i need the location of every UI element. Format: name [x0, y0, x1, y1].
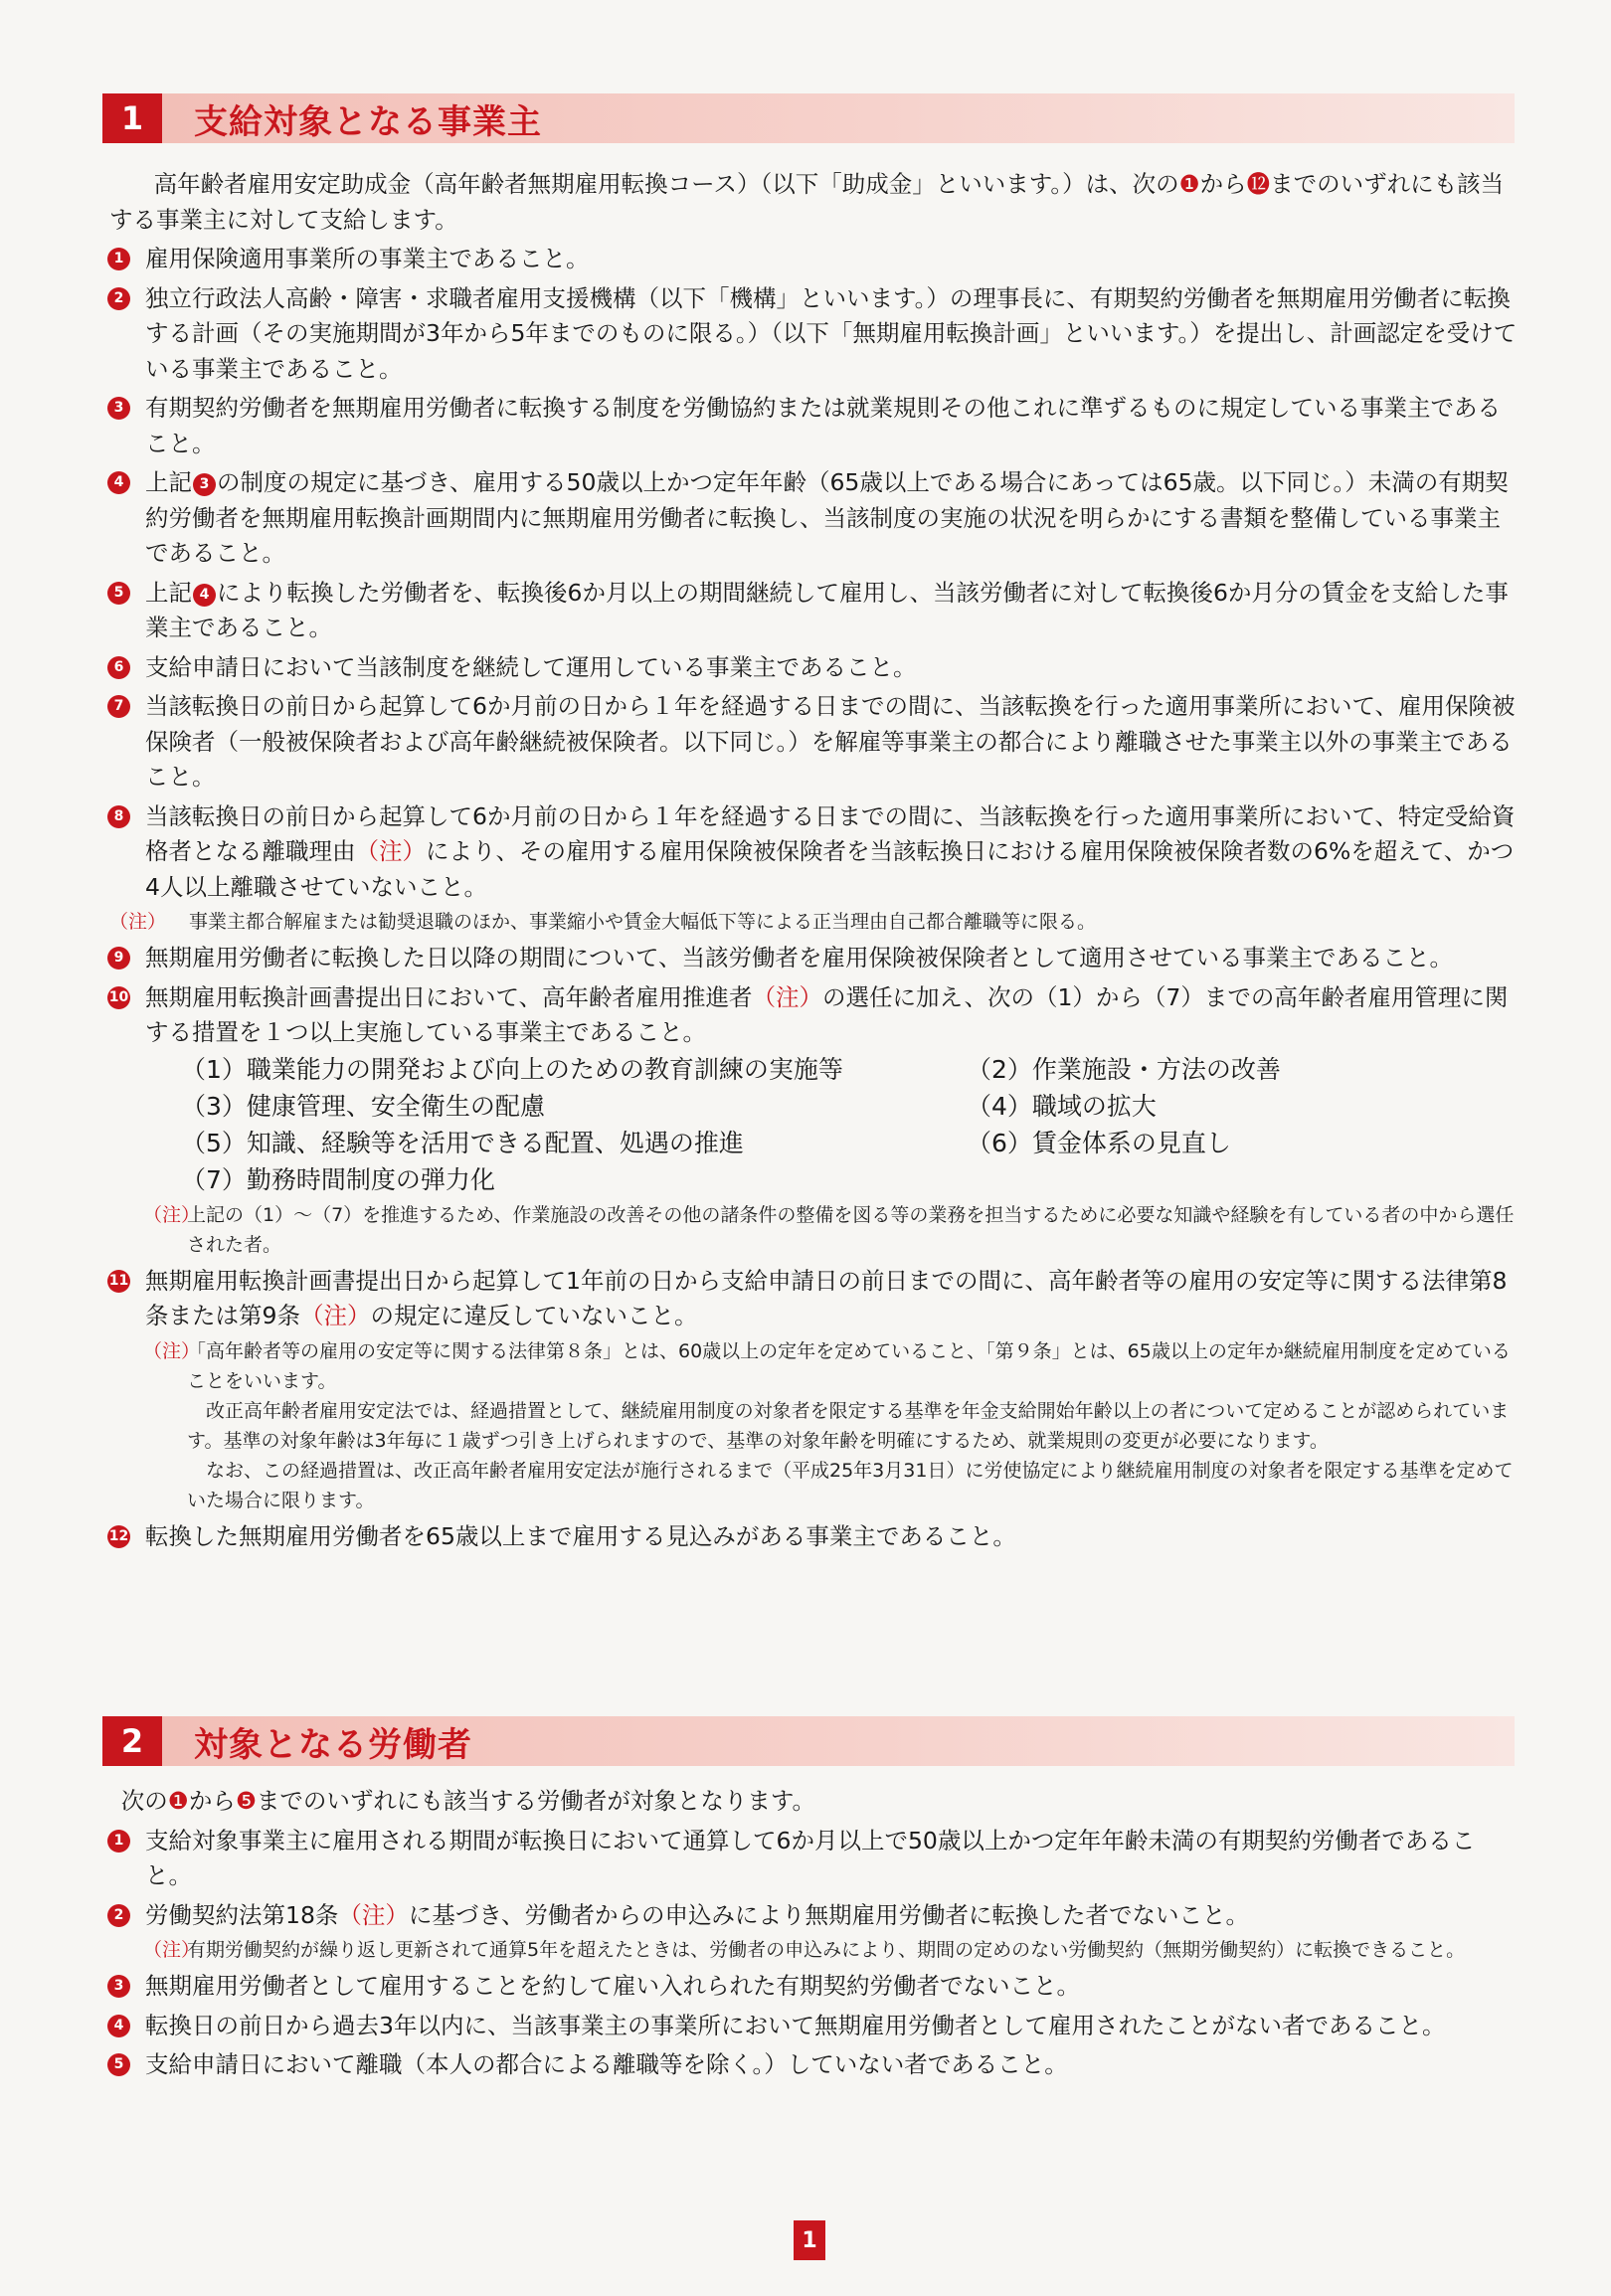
- intro-range-end: ❺: [235, 1787, 257, 1815]
- note-marker: （注）: [355, 837, 426, 865]
- measure-item: （3）健康管理、安全衛生の配慮: [181, 1091, 545, 1121]
- note-marker: （注）: [109, 911, 167, 933]
- list-item: 2 労働契約法第18条（注）に基づき、労働者からの申込みにより無期雇用労働者に転換した者でないこと。: [109, 1898, 1520, 1934]
- number-badge-icon: 2: [107, 1904, 130, 1927]
- note-marker: （注）: [299, 1302, 371, 1329]
- list-item: 1 雇用保険適用事業所の事業主であること。: [109, 242, 1520, 277]
- list-item: 10 無期雇用転換計画書提出日において、高年齢者雇用推進者（注）の選任に加え、次の（1）から（7）までの高年齢者雇用管理に関する措置を１つ以上実施している事業主であること。: [108, 982, 1509, 1046]
- list-item: 4 上記 3 の制度の規定に基づき、雇用する50歳以上かつ定年年齢（65歳以上である場合にあっては65歳。以下同じ。）未満の有期契約労働者を無期雇用転換計画期間内に無期雇用労働者に転換し、当該制度の実施の状況を明らかにする書類を整備している事業主であること。: [109, 465, 1520, 572]
- footnote: （注） 上記の（1）〜（7）を推進するため、作業施設の改善その他の諸条件の整備を図る等の業務を担当するために必要な知識や経験を有している者の中から選任された者。: [109, 1200, 1520, 1260]
- list-item: 7 当該転換日の前日から起算して6か月前の日から１年を経過する日までの間に、当該転換を行った適用事業所において、雇用保険被保険者（一般被保険者および高年齢継続被保険者。以下同じ。）を解雇等事業主の都合により離職させた事業主以外の事業主であること。: [109, 689, 1520, 795]
- measure-item: （5）知識、経験等を活用できる配置、処遇の推進: [181, 1128, 744, 1157]
- section-1-intro: 高年齢者雇用安定助成金（高年齢者無期雇用転換コース）（以下「助成金」といいます。）は、次の❶から⓬までのいずれにも該当する事業主に対して支給します。: [109, 170, 1505, 234]
- list-item: 9 無期雇用労働者に転換した日以降の期間について、当該労働者を雇用保険被保険者として適用させている事業主であること。: [109, 941, 1520, 976]
- section-2-body: [109, 1784, 1520, 2083]
- list-item: 1 支給対象事業主に雇用される期間が転換日において通算して6か月以上で50歳以上かつ定年年齢未満の有期契約労働者であること。: [109, 1824, 1520, 1894]
- number-badge-icon: 5: [107, 2053, 130, 2076]
- number-badge-icon: 3: [107, 1975, 130, 1998]
- number-badge-icon: 3: [107, 397, 130, 420]
- measure-item: （6）賃金体系の見直し: [967, 1128, 1231, 1157]
- number-badge-icon: 4: [107, 2015, 130, 2037]
- number-badge-icon: 8: [107, 805, 130, 828]
- note-marker: （注）: [338, 1900, 409, 1929]
- list-item: 12 転換した無期雇用労働者を65歳以上まで雇用する見込みがある事業主であること。: [108, 1521, 1016, 1550]
- list-item: 8 当該転換日の前日から起算して6か月前の日から１年を経過する日までの間に、当該転換を行った適用事業所において、特定受給資格者となる離職理由（注）により、その雇用する雇用保険被保険者を当該転換日における雇用保険被保険者数の6%を超えて、かつ4人以上離職させていないこと。: [109, 799, 1520, 906]
- number-badge-icon: 4: [107, 471, 130, 494]
- number-badge-icon: 6: [107, 656, 130, 679]
- intro-range-start: ❶: [167, 1787, 189, 1815]
- page-number: 1: [794, 2220, 825, 2260]
- section-2-intro: 次の❶から❺までのいずれにも該当する労働者が対象となります。: [120, 1787, 816, 1815]
- note-marker: （注）: [143, 1339, 201, 1362]
- section-2-header: [102, 1716, 1515, 1766]
- number-badge-icon: 12: [107, 1525, 130, 1548]
- measure-item: （2）作業施設・方法の改善: [967, 1054, 1281, 1084]
- number-badge-icon: 11: [107, 1270, 130, 1293]
- measure-item: （1）職業能力の開発および向上のための教育訓練の実施等: [181, 1054, 843, 1084]
- reference-number-icon: 4: [193, 584, 216, 607]
- list-item: 4 転換日の前日から過去3年以内に、当該事業主の事業所において無期雇用労働者として雇用されたことがない者であること。: [109, 2009, 1520, 2044]
- section-2-title: 対象となる労働者: [194, 1724, 472, 1765]
- note-marker: （注）: [752, 982, 823, 1011]
- number-badge-icon: 2: [107, 287, 130, 310]
- number-badge-icon: 5: [107, 582, 130, 605]
- list-item: 11 無期雇用転換計画書提出日から起算して1年前の日から支給申請日の前日までの間に、高年齢者等の雇用の安定等に関する法律第8条または第9条（注）の規定に違反していないこと。: [108, 1266, 1508, 1329]
- measure-item: （4）職域の拡大: [967, 1091, 1157, 1121]
- note-marker: （注）: [143, 1203, 201, 1226]
- intro-range-end: ⓬: [1246, 170, 1271, 198]
- footnote: （注） 「高年齢者等の雇用の安定等に関する法律第８条」とは、60歳以上の定年を定めていること、「第９条」とは、65歳以上の定年か継続雇用制度を定めていることをいいます。 改正高年齢者雇用安定法では、経過措置として、継続雇用制度の対象者を限定する基準を年金支給開始年齢以上の者について定めることが認められています。基準の対象年齢は3年毎に１歳ずつ引き上げられますので、基準の対象年齢を明確にするため、就業規則の変更が必要になります。 なお、この経過措置は、改正高年齢者雇用安定法が施行されるまで（平成25年3月31日）に労使協定により継続雇用制度の対象者を限定する基準を定めていた場合に限ります。: [109, 1336, 1520, 1515]
- section-1-header: [102, 93, 1515, 143]
- section-1-body: [109, 167, 1520, 1554]
- number-badge-icon: 9: [107, 947, 130, 970]
- number-badge-icon: 1: [107, 1830, 130, 1853]
- list-item: 3 有期契約労働者を無期雇用労働者に転換する制度を労働協約または就業規則その他これに準ずるものに規定している事業主であること。: [109, 391, 1520, 461]
- list-item: 5 支給申請日において離職（本人の都合による離職等を除く。）していない者であること。: [109, 2047, 1520, 2083]
- number-badge-icon: 1: [107, 248, 130, 270]
- list-item: 6 支給申請日において当該制度を継続して運用している事業主であること。: [109, 650, 1520, 686]
- note-marker: （注）: [143, 1939, 201, 1961]
- reference-number-icon: 3: [193, 473, 216, 496]
- number-badge-icon: 10: [107, 986, 130, 1009]
- section-1-number: 1: [102, 93, 162, 143]
- list-item: 3 無期雇用労働者として雇用することを約して雇い入れられた有期契約労働者でないこと。: [109, 1969, 1520, 2005]
- measure-item: （7）勤務時間制度の弾力化: [181, 1164, 495, 1194]
- number-badge-icon: 7: [107, 695, 130, 718]
- intro-range-start: ❶: [1178, 170, 1200, 198]
- list-item: 2 独立行政法人高齢・障害・求職者雇用支援機構（以下「機構」といいます。）の理事長に、有期契約労働者を無期雇用労働者に転換する計画（その実施期間が3年から5年までのものに限る。）（以下「無期雇用転換計画」といいます。）を提出し、計画認定を受けている事業主であること。: [109, 281, 1520, 388]
- measures-list: [109, 1051, 1520, 1198]
- footnote: （注） 有期労働契約が繰り返し更新されて通算5年を超えたときは、労働者の申込みにより、期間の定めのない労働契約（無期労働契約）に転換できること。: [109, 1935, 1520, 1965]
- footnote: （注） 事業主都合解雇または勧奨退職のほか、事業縮小や賃金大幅低下等による正当理由自己都合離職等に限る。: [109, 907, 1520, 937]
- section-2-number: 2: [102, 1716, 162, 1766]
- section-1-title: 支給対象となる事業主: [194, 101, 542, 142]
- list-item: 5 上記 4 により転換した労働者を、転換後6か月以上の期間継続して雇用し、当該労働者に対して転換後6か月分の賃金を支給した事業主であること。: [109, 576, 1520, 646]
